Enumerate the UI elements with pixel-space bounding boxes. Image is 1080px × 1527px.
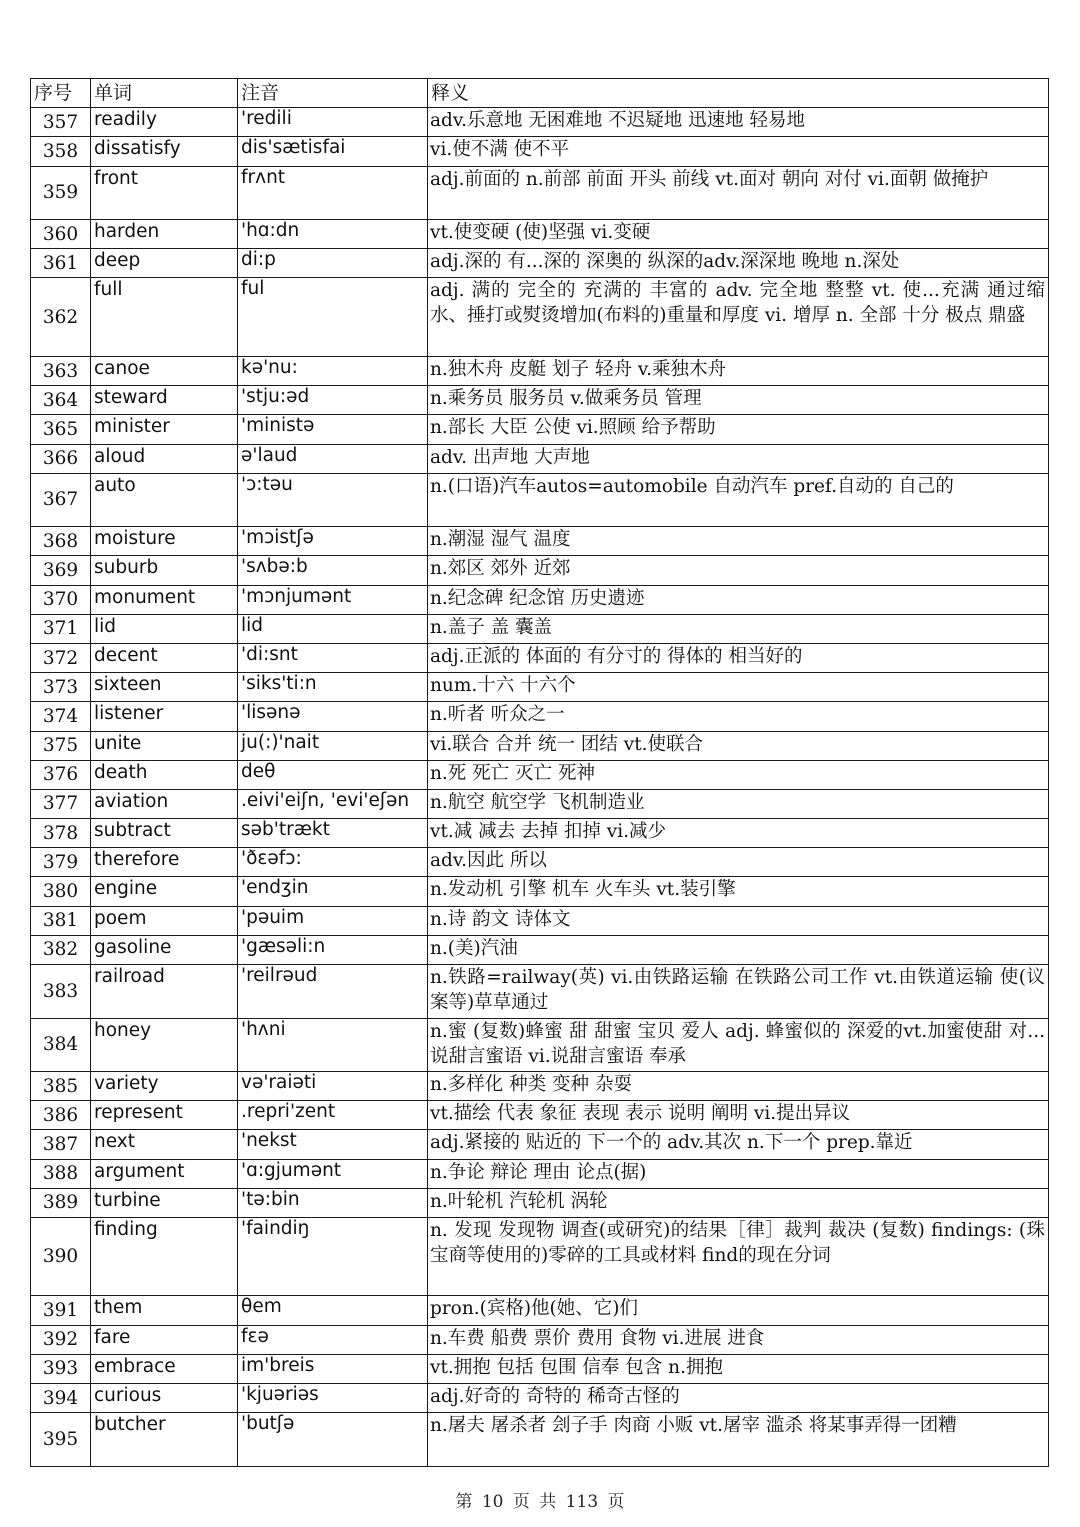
table-row: [31, 702, 1049, 731]
row-number: 358: [31, 137, 91, 166]
row-definition: n.诗 韵文 诗体文: [428, 906, 1049, 935]
row-phonetic: ju(:)'nait: [238, 731, 428, 760]
row-word: unite: [91, 731, 238, 760]
row-word: fare: [91, 1325, 238, 1354]
table-row: [31, 527, 1049, 556]
row-word: engine: [91, 877, 238, 906]
table-row: [31, 789, 1049, 818]
row-phonetic: 'mɔnjumənt: [238, 585, 428, 614]
row-definition: n.发动机 引擎 机车 火车头 vt.装引擎: [428, 877, 1049, 906]
row-phonetic: 'ɔ:təu: [238, 473, 428, 527]
row-word: aviation: [91, 789, 238, 818]
table-row: [31, 108, 1049, 137]
row-number: 386: [31, 1101, 91, 1130]
row-definition: adj.紧接的 贴近的 下一个的 adv.其次 n.下一个 prep.靠近: [428, 1130, 1049, 1159]
row-number: 367: [31, 473, 91, 527]
row-word: turbine: [91, 1188, 238, 1217]
row-word: steward: [91, 386, 238, 415]
table-row: [31, 249, 1049, 278]
row-word: them: [91, 1296, 238, 1325]
table-row: [31, 1384, 1049, 1413]
table-row: [31, 1188, 1049, 1217]
row-number: 362: [31, 278, 91, 357]
table-row: [31, 585, 1049, 614]
row-definition: n.(口语)汽车autos=automobile 自动汽车 pref.自动的 自己的: [428, 473, 1049, 527]
row-word: finding: [91, 1217, 238, 1296]
table-row: [31, 386, 1049, 415]
row-phonetic: im'breis: [238, 1354, 428, 1383]
table-row: [31, 1072, 1049, 1101]
row-definition: adv.因此 所以: [428, 848, 1049, 877]
row-definition: n.(美)汽油: [428, 935, 1049, 964]
row-number: 360: [31, 220, 91, 249]
row-definition: vt.减 减去 去掉 扣掉 vi.减少: [428, 819, 1049, 848]
row-number: 387: [31, 1130, 91, 1159]
row-phonetic: 'ministə: [238, 415, 428, 444]
row-word: suburb: [91, 556, 238, 585]
table-row: [31, 877, 1049, 906]
row-number: 359: [31, 166, 91, 220]
row-number: 377: [31, 789, 91, 818]
row-definition: adj.前面的 n.前部 前面 开头 前线 vt.面对 朝向 对付 vi.面朝 做掩护: [428, 166, 1049, 220]
row-phonetic: 'nekst: [238, 1130, 428, 1159]
row-definition: n.叶轮机 汽轮机 涡轮: [428, 1188, 1049, 1217]
row-number: 364: [31, 386, 91, 415]
row-definition: vt.描绘 代表 象征 表现 表示 说明 阐明 vi.提出异议: [428, 1101, 1049, 1130]
row-phonetic: dis'sætisfai: [238, 137, 428, 166]
page-footer: 第 10 页 共 113 页: [455, 1492, 625, 1512]
row-word: moisture: [91, 527, 238, 556]
row-definition: n.郊区 郊外 近郊: [428, 556, 1049, 585]
row-number: 385: [31, 1072, 91, 1101]
row-definition: vt.使变硬 (使)坚强 vi.变硬: [428, 220, 1049, 249]
row-word: aloud: [91, 444, 238, 473]
row-word: full: [91, 278, 238, 357]
row-definition: n.纪念碑 纪念馆 历史遗迹: [428, 585, 1049, 614]
row-definition: adj.正派的 体面的 有分寸的 得体的 相当好的: [428, 643, 1049, 672]
table-row: [31, 1159, 1049, 1188]
row-definition: n.乘务员 服务员 v.做乘务员 管理: [428, 386, 1049, 415]
row-phonetic: kə'nu:: [238, 356, 428, 385]
row-phonetic: lid: [238, 614, 428, 643]
row-definition: n.听者 听众之一: [428, 702, 1049, 731]
row-phonetic: 'stju:əd: [238, 386, 428, 415]
table-row: [31, 643, 1049, 672]
table-row: [31, 1217, 1049, 1296]
row-word: monument: [91, 585, 238, 614]
row-number: 379: [31, 848, 91, 877]
row-phonetic: 'siks'ti:n: [238, 673, 428, 702]
row-number: 372: [31, 643, 91, 672]
table-body: [31, 79, 1049, 1467]
row-phonetic: θem: [238, 1296, 428, 1325]
header-no: 序号: [31, 79, 91, 108]
row-word: lid: [91, 614, 238, 643]
row-phonetic: 'ðɛəfɔ:: [238, 848, 428, 877]
row-word: next: [91, 1130, 238, 1159]
row-definition: adv. 出声地 大声地: [428, 444, 1049, 473]
row-word: dissatisfy: [91, 137, 238, 166]
row-phonetic: 'faindiŋ: [238, 1217, 428, 1296]
row-word: gasoline: [91, 935, 238, 964]
row-phonetic: frʌnt: [238, 166, 428, 220]
table-row: [31, 1101, 1049, 1130]
row-number: 371: [31, 614, 91, 643]
row-number: 357: [31, 108, 91, 137]
row-phonetic: 'ɑ:gjumənt: [238, 1159, 428, 1188]
row-number: 369: [31, 556, 91, 585]
row-phonetic: və'raiəti: [238, 1072, 428, 1101]
row-number: 378: [31, 819, 91, 848]
table-row: [31, 935, 1049, 964]
row-definition: n.屠夫 屠杀者 刽子手 肉商 小贩 vt.屠宰 滥杀 将某事弄得一团糟: [428, 1413, 1049, 1467]
table-row: [31, 731, 1049, 760]
row-number: 370: [31, 585, 91, 614]
row-phonetic: 'hʌni: [238, 1018, 428, 1072]
row-number: 376: [31, 760, 91, 789]
row-number: 373: [31, 673, 91, 702]
row-word: poem: [91, 906, 238, 935]
row-definition: adj. 满的 完全的 充满的 丰富的 adv. 完全地 整整 vt. 使...充满 通过缩水、捶打或熨烫增加(布料的)重量和厚度 vi. 增厚 n. 全部 十分 极点 鼎盛: [428, 278, 1049, 357]
row-definition: vi.使不满 使不平: [428, 137, 1049, 166]
row-phonetic: 'gæsəli:n: [238, 935, 428, 964]
header-phonetic: 注音: [238, 79, 428, 108]
table-row: [31, 166, 1049, 220]
row-number: 384: [31, 1018, 91, 1072]
row-phonetic: 'reilrəud: [238, 965, 428, 1019]
table-row: [31, 848, 1049, 877]
row-definition: n. 发现 发现物 调查(或研究)的结果［律］裁判 裁决 (复数) findings: (珠宝商等使用的)零碎的工具或材料 find的现在分词: [428, 1217, 1049, 1296]
row-number: 392: [31, 1325, 91, 1354]
table-row: [31, 220, 1049, 249]
row-number: 368: [31, 527, 91, 556]
row-number: 363: [31, 356, 91, 385]
row-word: railroad: [91, 965, 238, 1019]
row-phonetic: 'di:snt: [238, 643, 428, 672]
row-word: listener: [91, 702, 238, 731]
row-word: curious: [91, 1384, 238, 1413]
row-word: decent: [91, 643, 238, 672]
header-word: 单词: [91, 79, 238, 108]
row-word: readily: [91, 108, 238, 137]
table-row: [31, 819, 1049, 848]
row-number: 382: [31, 935, 91, 964]
table-row: [31, 415, 1049, 444]
row-definition: n.潮湿 湿气 温度: [428, 527, 1049, 556]
row-number: 391: [31, 1296, 91, 1325]
table-row: [31, 473, 1049, 527]
row-word: canoe: [91, 356, 238, 385]
row-phonetic: 'kjuəriəs: [238, 1384, 428, 1413]
table-row: [31, 444, 1049, 473]
row-number: 383: [31, 965, 91, 1019]
row-phonetic: ful: [238, 278, 428, 357]
table-row: [31, 1018, 1049, 1072]
row-word: embrace: [91, 1354, 238, 1383]
row-number: 390: [31, 1217, 91, 1296]
row-word: death: [91, 760, 238, 789]
row-number: 380: [31, 877, 91, 906]
row-phonetic: səb'trækt: [238, 819, 428, 848]
row-phonetic: 'endʒin: [238, 877, 428, 906]
header-definition: 释义: [428, 79, 1049, 108]
row-definition: vt.拥抱 包括 包围 信奉 包含 n.拥抱: [428, 1354, 1049, 1383]
row-number: 389: [31, 1188, 91, 1217]
row-definition: n.车费 船费 票价 费用 食物 vi.进展 进食: [428, 1325, 1049, 1354]
row-word: deep: [91, 249, 238, 278]
row-phonetic: .repri'zent: [238, 1101, 428, 1130]
row-definition: pron.(宾格)他(她、它)们: [428, 1296, 1049, 1325]
row-definition: n.航空 航空学 飞机制造业: [428, 789, 1049, 818]
row-number: 374: [31, 702, 91, 731]
row-phonetic: 'redili: [238, 108, 428, 137]
vocabulary-table: [30, 78, 1049, 1467]
row-phonetic: 'tə:bin: [238, 1188, 428, 1217]
row-definition: n.多样化 种类 变种 杂耍: [428, 1072, 1049, 1101]
row-definition: adj.深的 有...深的 深奥的 纵深的adv.深深地 晚地 n.深处: [428, 249, 1049, 278]
row-definition: n.争论 辩论 理由 论点(据): [428, 1159, 1049, 1188]
row-word: subtract: [91, 819, 238, 848]
row-word: butcher: [91, 1413, 238, 1467]
row-word: represent: [91, 1101, 238, 1130]
row-number: 381: [31, 906, 91, 935]
table-row: [31, 1354, 1049, 1383]
row-phonetic: .eivi'eiʃn, 'evi'eʃən: [238, 789, 428, 818]
row-word: front: [91, 166, 238, 220]
row-definition: adv.乐意地 无困难地 不迟疑地 迅速地 轻易地: [428, 108, 1049, 137]
row-definition: n.独木舟 皮艇 划子 轻舟 v.乘独木舟: [428, 356, 1049, 385]
table-row: [31, 1325, 1049, 1354]
row-phonetic: fɛə: [238, 1325, 428, 1354]
row-phonetic: 'lisənə: [238, 702, 428, 731]
row-word: variety: [91, 1072, 238, 1101]
row-word: therefore: [91, 848, 238, 877]
row-phonetic: 'butʃə: [238, 1413, 428, 1467]
row-phonetic: 'hɑ:dn: [238, 220, 428, 249]
row-number: 394: [31, 1384, 91, 1413]
table-row: [31, 614, 1049, 643]
row-definition: n.部长 大臣 公使 vi.照顾 给予帮助: [428, 415, 1049, 444]
table-row: [31, 278, 1049, 357]
row-phonetic: deθ: [238, 760, 428, 789]
table-row: [31, 556, 1049, 585]
table-row: [31, 356, 1049, 385]
row-word: argument: [91, 1159, 238, 1188]
table-row: [31, 760, 1049, 789]
row-number: 375: [31, 731, 91, 760]
table-row: [31, 1130, 1049, 1159]
row-definition: adj.好奇的 奇特的 稀奇古怪的: [428, 1384, 1049, 1413]
row-definition: n.死 死亡 灭亡 死神: [428, 760, 1049, 789]
row-number: 388: [31, 1159, 91, 1188]
row-word: sixteen: [91, 673, 238, 702]
row-word: auto: [91, 473, 238, 527]
row-word: minister: [91, 415, 238, 444]
row-word: honey: [91, 1018, 238, 1072]
row-definition: vi.联合 合并 统一 团结 vt.使联合: [428, 731, 1049, 760]
row-number: 393: [31, 1354, 91, 1383]
row-definition: n.蜜 (复数)蜂蜜 甜 甜蜜 宝贝 爱人 adj. 蜂蜜似的 深爱的vt.加蜜使甜 对...说甜言蜜语 vi.说甜言蜜语 奉承: [428, 1018, 1049, 1072]
table-row: [31, 137, 1049, 166]
row-phonetic: 'sʌbə:b: [238, 556, 428, 585]
row-number: 365: [31, 415, 91, 444]
row-word: harden: [91, 220, 238, 249]
table-row: [31, 965, 1049, 1019]
table-header-row: [31, 79, 1049, 108]
table-row: [31, 906, 1049, 935]
row-definition: n.铁路=railway(英) vi.由铁路运输 在铁路公司工作 vt.由铁道运输 使(议案等)草草通过: [428, 965, 1049, 1019]
row-definition: n.盖子 盖 囊盖: [428, 614, 1049, 643]
row-definition: num.十六 十六个: [428, 673, 1049, 702]
row-number: 395: [31, 1413, 91, 1467]
table-row: [31, 673, 1049, 702]
row-phonetic: di:p: [238, 249, 428, 278]
row-phonetic: ə'laud: [238, 444, 428, 473]
table-row: [31, 1413, 1049, 1467]
row-phonetic: 'pəuim: [238, 906, 428, 935]
row-number: 366: [31, 444, 91, 473]
table-row: [31, 1296, 1049, 1325]
row-phonetic: 'mɔistʃə: [238, 527, 428, 556]
row-number: 361: [31, 249, 91, 278]
